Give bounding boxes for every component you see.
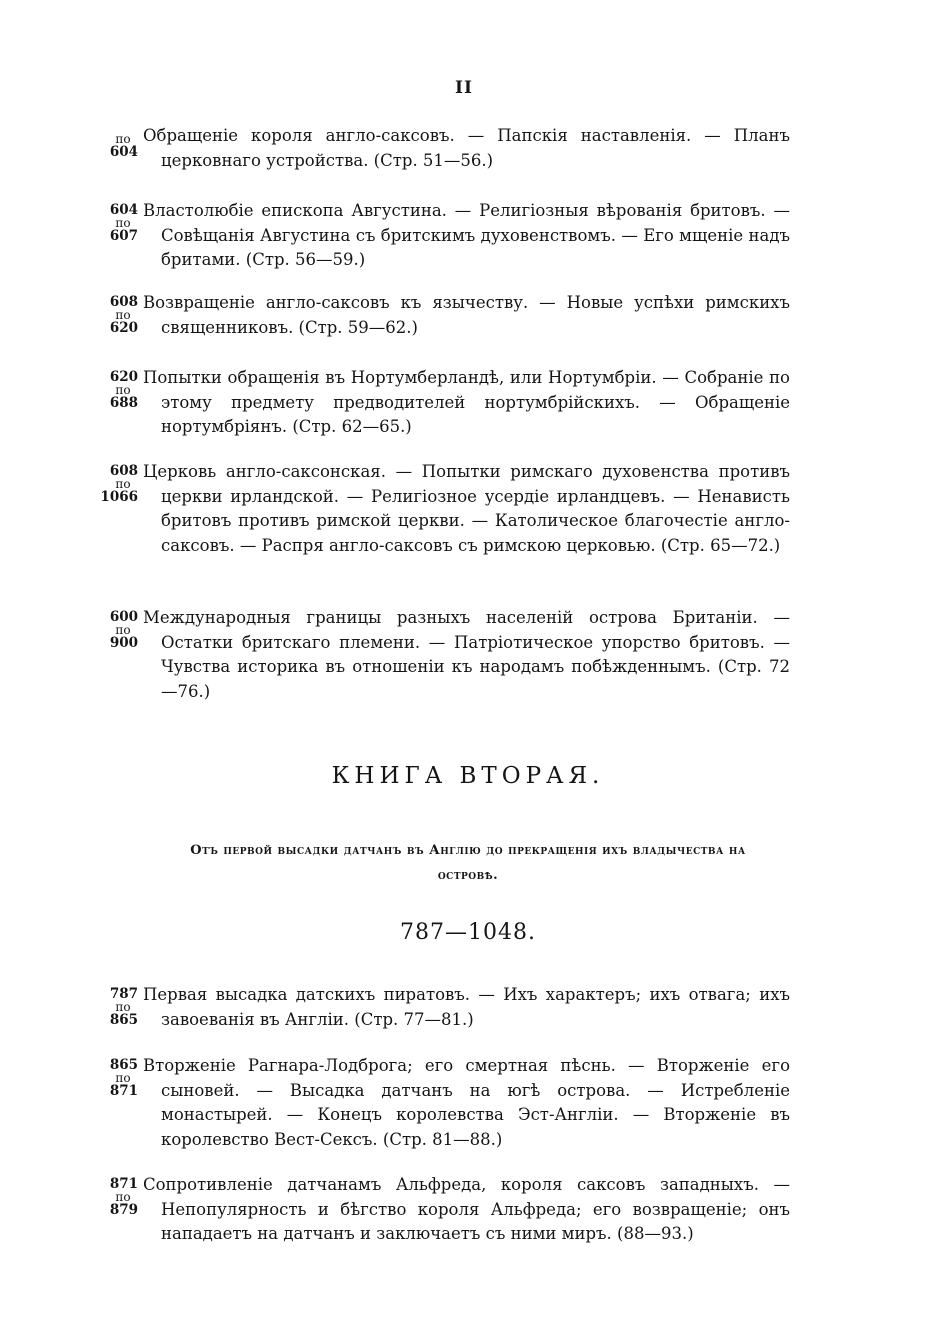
entry-text: Первая высадка датскихъ пиратовъ. — Ихъ характеръ; ихъ отвага; ихъ завоеванія въ Англіи. (Стр. 77—81.) <box>143 985 790 1029</box>
date-po: по <box>115 308 131 322</box>
date-from: 871 <box>109 1176 138 1192</box>
date-po: по <box>115 216 131 230</box>
date-to: 607 <box>109 228 138 244</box>
entry-text: Международныя границы разныхъ населеній острова Британіи. — Остатки бритскаго племени. — Патріотическое упорство бритовъ. — Чувства историка въ отношеніи къ народамъ побѣжденнымъ. (Стр. 72—76.) <box>143 608 790 701</box>
date-po: по <box>115 1071 131 1085</box>
date-from: 787 <box>109 986 138 1002</box>
date-to: 620 <box>109 320 138 336</box>
entry-dates <box>100 610 138 651</box>
toc-entry <box>100 124 790 173</box>
entry-text: Обращеніе короля англо-саксовъ. — Папскія наставленія. — Планъ церковнаго устройства. (Стр. 51—56.) <box>143 126 790 170</box>
book-title: КНИГА ВТОРАЯ. <box>331 763 605 789</box>
toc-entry <box>100 199 790 273</box>
date-to: 900 <box>109 635 138 651</box>
toc-entry <box>100 1173 790 1247</box>
date-to: 865 <box>109 1012 138 1028</box>
entry-text: Сопротивленіе датчанамъ Альфреда, короля саксовъ западныхъ. — Непопулярность и бѣгство короля Альфреда; его возвращеніе; онъ нападаетъ на датчанъ и заключаетъ съ ними миръ. (88—93.) <box>143 1175 790 1243</box>
date-po: по <box>115 383 131 397</box>
book-years: 787—1048. <box>400 920 536 945</box>
entry-text: Церковь англо-саксонская. — Попытки римскаго духовенства противъ церкви ирландской. — Религіозное усердіе ирландцевъ. — Ненависть бритовъ противъ римской церкви. — Католическое благочестіе англо-саксовъ. — Распря англо-саксовъ съ римскою церковью. (Стр. 65—72.) <box>143 462 790 555</box>
date-from: 620 <box>109 369 138 385</box>
date-to: 688 <box>109 395 138 411</box>
toc-entry <box>100 1054 790 1152</box>
date-from: 600 <box>109 609 138 625</box>
book-subtitle: Отъ первой высадки датчанъ въ Англію до прекращенія ихъ владычества на островѣ. <box>190 843 746 883</box>
date-to: 871 <box>109 1083 138 1099</box>
entry-text: Властолюбіе епископа Августина. — Религіозныя вѣрованія бритовъ. — Совѣщанія Августина съ бритскимъ духовенствомъ. — Его мщеніе надъ бритами. (Стр. 56—59.) <box>143 201 790 269</box>
date-from: 608 <box>109 463 138 479</box>
date-to: 1066 <box>100 489 138 505</box>
toc-entry <box>100 460 790 558</box>
date-po: по <box>115 132 131 146</box>
toc-entry <box>100 291 790 340</box>
entry-text: Попытки обращенія въ Нортумберландѣ, или Нортумбріи. — Собраніе по этому предмету предводителей нортумбрійскихъ. — Обращеніе нортумбріянъ. (Стр. 62—65.) <box>143 368 790 436</box>
toc-entry <box>100 366 790 440</box>
date-to: 879 <box>109 1202 138 1218</box>
date-po: по <box>115 477 131 491</box>
entry-dates <box>100 464 138 505</box>
date-from: 604 <box>109 202 138 218</box>
entry-dates <box>100 987 138 1028</box>
entry-dates <box>100 370 138 411</box>
date-to: 604 <box>109 144 138 160</box>
toc-entry <box>100 606 790 704</box>
entry-dates <box>100 1177 138 1218</box>
date-po: по <box>115 623 131 637</box>
date-from: 608 <box>109 294 138 310</box>
entry-dates <box>100 203 138 244</box>
entry-dates <box>100 1058 138 1099</box>
date-po: по <box>115 1000 131 1014</box>
date-from: 865 <box>109 1057 138 1073</box>
toc-entry <box>100 983 790 1032</box>
entry-text: Возвращеніе англо-саксовъ къ язычеству. — Новые успѣхи римскихъ священниковъ. (Стр. 59—62.) <box>143 293 790 337</box>
entry-dates <box>100 134 138 160</box>
entry-dates <box>100 295 138 336</box>
date-po: по <box>115 1190 131 1204</box>
page-number: II <box>455 78 473 98</box>
entry-text: Вторженіе Рагнара-Лодброга; его смертная пѣснь. — Вторженіе его сыновей. — Высадка датчанъ на югѣ острова. — Истребленіе монастырей. — Конецъ королевства Эст-Англіи. — Вторженіе въ королевство Вест-Сексъ. (Стр. 81—88.) <box>143 1056 790 1149</box>
